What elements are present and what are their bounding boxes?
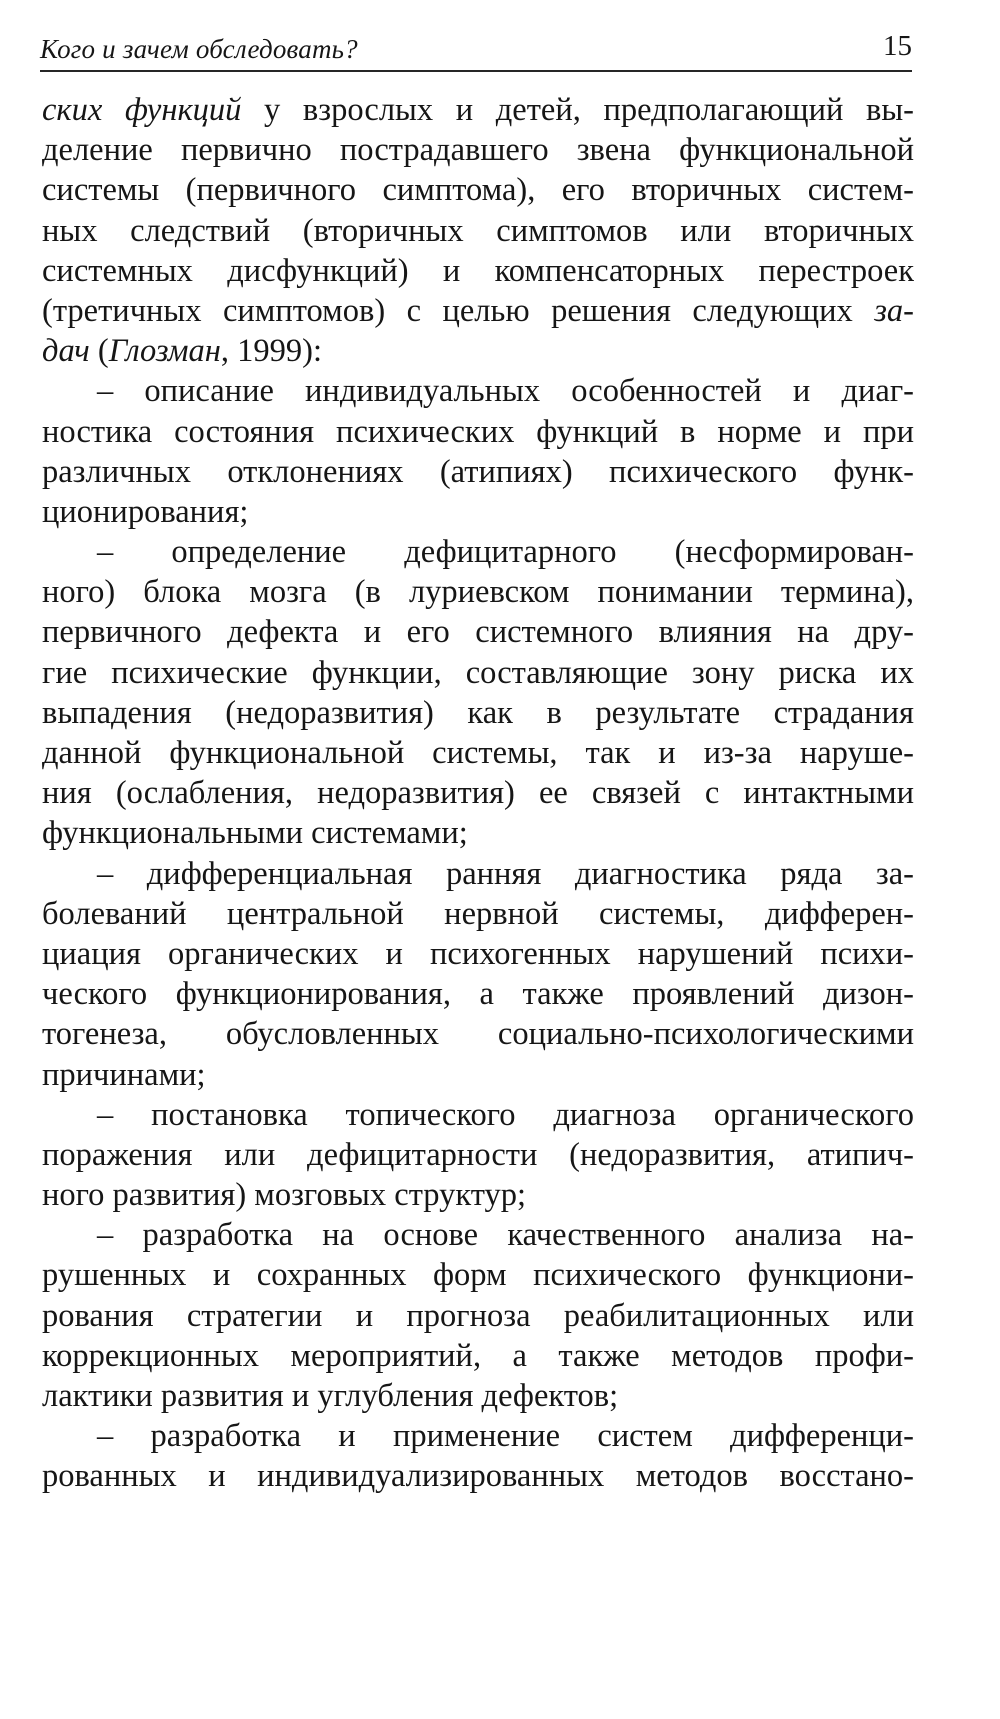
- text-line: [42, 331, 914, 371]
- text-line: данной функциональной системы, так и из-за наруше-: [42, 735, 914, 771]
- text-line: – разработка и применение систем дифференци-: [97, 1418, 914, 1455]
- text-line: системы (первичного симптома), его вторичных систем-: [42, 172, 914, 209]
- text-line: функциональными системами;: [42, 815, 468, 852]
- text-line: различных отклонениях (атипиях) психического функ-: [42, 453, 914, 490]
- text-line: ционирования;: [42, 493, 249, 530]
- running-header-title: Кого и зачем обследовать?: [40, 34, 358, 64]
- text-line: ных следствий (вторичных симптомов или вторичных: [42, 212, 914, 249]
- text-line: причинами;: [42, 1056, 206, 1093]
- text-line: деление первично пострадавшего звена функциональной: [42, 132, 914, 169]
- text-line: [42, 291, 914, 331]
- text-line: ческого функционирования, а также проявлений дизон-: [42, 976, 914, 1013]
- text-line: поражения или дефицитарности (недоразвития, атипич-: [42, 1136, 914, 1173]
- text-line: гие психические функции, составляющие зону риска их: [42, 654, 914, 691]
- text-line: [42, 90, 914, 130]
- text-line: – дифференциальная ранняя диагностика ряда за-: [97, 855, 914, 892]
- text-line: – определение дефицитарного (несформирован-: [97, 534, 914, 571]
- text-line: коррекционных мероприятий, а также методов профи-: [42, 1337, 914, 1374]
- text-line: ного) блока мозга (в луриевском понимании термина),: [42, 574, 914, 611]
- text-line: рушенных и сохранных форм психического функциони-: [42, 1257, 914, 1294]
- text-segment: у взрослых и детей, предполагающий вы-: [241, 92, 914, 128]
- text-line: ного развития) мозговых структур;: [42, 1177, 527, 1214]
- text-line: лактики развития и углубления дефектов;: [42, 1378, 619, 1414]
- text-line: системных дисфункций) и компенсаторных перестроек: [42, 252, 914, 289]
- italic-text: за-: [874, 292, 914, 329]
- text-line: первичного дефекта и его системного влияния на дру-: [42, 614, 914, 651]
- text-line: тогенеза, обусловленных социально-психологическими: [42, 1016, 914, 1053]
- text-line: ностика состояния психических функций в норме и при: [42, 413, 914, 450]
- italic-text: дач: [42, 333, 90, 370]
- page-number: 15: [883, 30, 912, 62]
- text-line: – описание индивидуальных особенностей и диаг-: [97, 373, 914, 410]
- text-segment: (третичных симптомов) с целью решения следующих: [42, 292, 875, 329]
- text-segment: (: [89, 333, 109, 370]
- text-line: болеваний центральной нервной системы, дифферен-: [42, 895, 914, 932]
- running-header: [40, 26, 912, 72]
- italic-text: ских функций: [42, 92, 242, 128]
- text-line: рования стратегии и прогноза реабилитационных или: [42, 1297, 914, 1334]
- text-line: выпадения (недоразвития) как в результате страдания: [42, 694, 914, 731]
- body-text: [42, 90, 914, 1497]
- text-segment: , 1999):: [220, 333, 322, 370]
- text-line: – постановка топического диагноза органического: [97, 1096, 914, 1133]
- text-line: – разработка на основе качественного анализа на-: [97, 1217, 914, 1254]
- italic-text: Глозман: [108, 333, 221, 370]
- text-line: рованных и индивидуализированных методов восстано-: [42, 1458, 914, 1495]
- text-line: циация органических и психогенных нарушений психи-: [42, 935, 914, 972]
- text-line: ния (ослабления, недоразвития) ее связей с интактными: [42, 775, 914, 812]
